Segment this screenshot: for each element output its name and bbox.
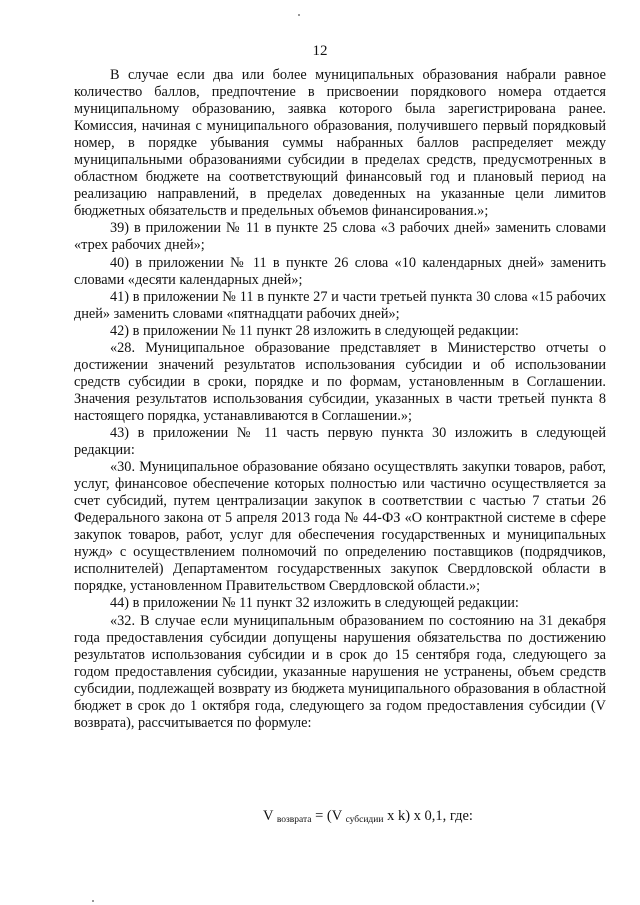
scan-speck — [298, 14, 300, 16]
paragraph-item-40: 40) в приложении № 11 в пункте 26 слова «10 календарных дней» заменить словами «десяти календарных дней»; — [74, 254, 606, 288]
formula-middle: = (V — [311, 808, 346, 824]
paragraph-item-44: 44) в приложении № 11 пункт 32 изложить в следующей редакции: — [110, 595, 519, 612]
formula-return-volume — [0, 808, 640, 825]
paragraph-point-32: «32. В случае если муниципальным образованием по состоянию на 31 декабря года предоставления субсидии допущены нарушения обязательства по достижению результатов использования субсидии и в срок до 15 сентября года, следующего за годом предоставления субсидии, указанные нарушения не устранены, объем средств субсидии, подлежащей возврату из бюджета муниципального образования в областной бюджет в срок до 1 октября года, следующего за годом предоставления субсидии (V возврата), рассчитывается по формуле: — [74, 612, 606, 731]
paragraph-ranking-rule: В случае если два или более муниципальных образования набрали равное количество баллов, предпочтение в присвоении порядкового номера отдается муниципальному образованию, заявка которого была зарегистрирована ранее. Комиссия, начиная с муниципального образования, получившего первый порядковый номер, в порядке убывания суммы набранных баллов распределяет между муниципальными образованиями субсидии в пределах средств, предусмотренных в областном бюджете на соответствующий финансовый год и плановый период на реализацию направлений, в пределах доведенных на указанные цели лимитов бюджетных обязательств и предельных объемов финансирования.»; — [74, 67, 606, 220]
paragraph-point-28: «28. Муниципальное образование представляет в Министерство отчеты о достижении значений результатов использования субсидии и об использовании средств субсидии в сроки, порядке и по формам, установленным в Соглашении. Значения результатов использования субсидии, указанных в части третьей пункта 8 настоящего порядка, устанавливаются в Соглашении.»; — [74, 339, 606, 424]
formula-tail: х k) х 0,1, где: — [383, 808, 473, 824]
formula-v: V — [263, 808, 274, 824]
paragraph-item-43: 43) в приложении № 11 часть первую пункта 30 изложить в следующей редакции: — [74, 424, 606, 459]
scan-speck — [92, 900, 94, 902]
formula-sub-subsidy: субсидии — [345, 815, 384, 825]
paragraph-item-41: 41) в приложении № 11 в пункте 27 и части третьей пункта 30 слова «15 рабочих дней» заменить словами «пятнадцати рабочих дней»; — [74, 288, 606, 322]
formula-sub-return: возврата — [276, 815, 312, 825]
document-body — [74, 67, 606, 732]
paragraph-point-30: «30. Муниципальное образование обязано осуществлять закупки товаров, работ, услуг, финансовое обеспечение которых полностью или частично осуществляется за счет субсидий, путем централизации закупок в соответствии с частью 7 статьи 26 Федерального закона от 5 апреля 2013 года № 44-ФЗ «О контрактной системе в сфере закупок товаров, работ, услуг для обеспечения государственных и муниципальных нужд» с осуществлением полномочий по определению поставщиков (подрядчиков, исполнителей) Департаментом государственных закупок Свердловской области в порядке, установленном Правительством Свердловской области.»; — [74, 459, 606, 595]
paragraph-item-39: 39) в приложении № 11 в пункте 25 слова «3 рабочих дней» заменить словами «трех рабочих дней»; — [74, 220, 606, 254]
paragraph-item-42: 42) в приложении № 11 пункт 28 изложить в следующей редакции: — [110, 322, 519, 339]
page-number: 12 — [312, 43, 328, 59]
